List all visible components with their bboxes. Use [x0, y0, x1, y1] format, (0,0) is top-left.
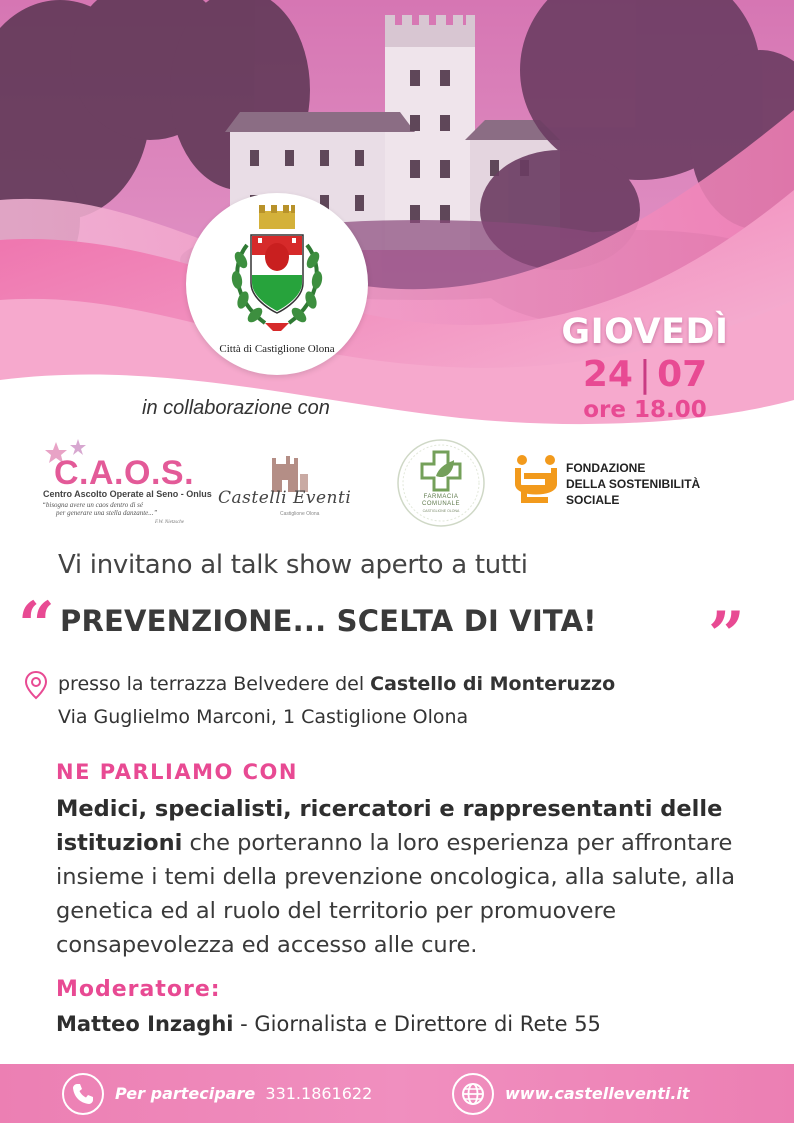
caos-signature: F.W. Nietzsche: [155, 520, 185, 525]
event-time: ore 18.00: [583, 397, 707, 423]
caos-title: C.A.O.S.: [54, 454, 195, 492]
moderator-name: Matteo Inzaghi: [56, 1012, 234, 1036]
fondazione-line2: DELLA SOSTENIBILITÀ: [566, 477, 701, 491]
moderator-title: Moderatore:: [56, 977, 221, 1002]
caos-subtitle: Centro Ascolto Operate al Seno - Onlus: [43, 489, 212, 499]
fondazione-line3: SOCIALE: [566, 493, 620, 507]
caos-quote-line1: “bisogna avere un caos dentro di sé: [42, 501, 143, 509]
moderator-line: [56, 1012, 601, 1036]
castelli-eventi-logo: [218, 456, 358, 528]
location-name: Castello di Monteruzzo: [370, 673, 616, 695]
location-line: [58, 673, 615, 695]
speakers-description: [56, 792, 756, 962]
farmacia-comunale-logo: [396, 438, 486, 530]
address-line: Via Guglielmo Marconi, 1 Castiglione Olona: [58, 706, 469, 728]
location-pin-icon: [24, 670, 48, 700]
globe-icon-badge[interactable]: [452, 1073, 494, 1115]
caos-quote-line2: per generare una stella danzante...”: [56, 509, 158, 517]
event-date-day-number: 24: [582, 354, 633, 395]
castelli-eventi-name: Castelli Eventi: [218, 488, 352, 508]
event-day: GIOVEDÌ: [561, 312, 729, 352]
partner-logos: [0, 438, 794, 534]
phone-number[interactable]: 331.1861622: [265, 1084, 373, 1103]
globe-icon: [461, 1082, 485, 1106]
collaboration-text: in collaborazione con: [142, 397, 330, 419]
castelli-eventi-subtitle: Castiglione Olona: [280, 511, 320, 517]
tower-icon: [266, 456, 310, 492]
event-date-block: [540, 312, 750, 423]
event-headline: PREVENZIONE... SCELTA DI VITA!: [60, 604, 597, 638]
website-url[interactable]: www.castelleventi.it: [505, 1084, 690, 1103]
speakers-rest: che porteranno la loro esperienza per affrontare insieme i temi della prevenzione oncologica, alla salute, alla genetica ed al ruolo del territorio per promuovere consapevolezza ed accesso alle cure.: [56, 830, 736, 958]
fondazione-line1: FONDAZIONE: [566, 461, 646, 475]
fondazione-name: [566, 460, 700, 508]
crest-caption: Città di Castiglione Olona: [219, 343, 335, 355]
farmacia-line2: COMUNALE: [421, 501, 460, 507]
speakers-bold: Medici, specialisti, ricercatori e rappresentanti delle istituzioni: [56, 796, 723, 856]
fondazione-logo-icon: [514, 454, 558, 514]
crest-icon: [221, 205, 333, 337]
caos-quote: [42, 501, 157, 517]
location-prefix: presso la terrazza Belvedere del: [58, 673, 371, 695]
website-link[interactable]: [505, 1084, 690, 1103]
farmacia-line3: CASTIGLIONE OLONA: [422, 509, 460, 513]
fondazione-logo: [514, 454, 754, 514]
section-title: NE PARLIAMO CON: [56, 760, 298, 784]
invite-text: Vi invitano al talk show aperto a tutti: [58, 550, 528, 580]
participate-line[interactable]: [115, 1084, 372, 1103]
event-date-separator: |: [638, 354, 652, 395]
phone-icon: [71, 1082, 95, 1106]
city-crest-badge: [186, 193, 368, 375]
farmacia-line1: FARMACIA: [423, 494, 459, 500]
quote-open-icon: “: [18, 588, 55, 663]
event-date-month: 07: [657, 354, 708, 395]
quote-close-icon: ”: [708, 598, 745, 673]
footer-bar: [0, 1064, 794, 1123]
moderator-role: - Giornalista e Direttore di Rete 55: [233, 1012, 601, 1036]
caos-logo: [40, 438, 212, 528]
event-date: [540, 354, 750, 395]
pharmacy-cross-icon: [396, 438, 486, 528]
phone-icon-badge[interactable]: [62, 1073, 104, 1115]
participate-label: Per partecipare: [115, 1084, 256, 1103]
